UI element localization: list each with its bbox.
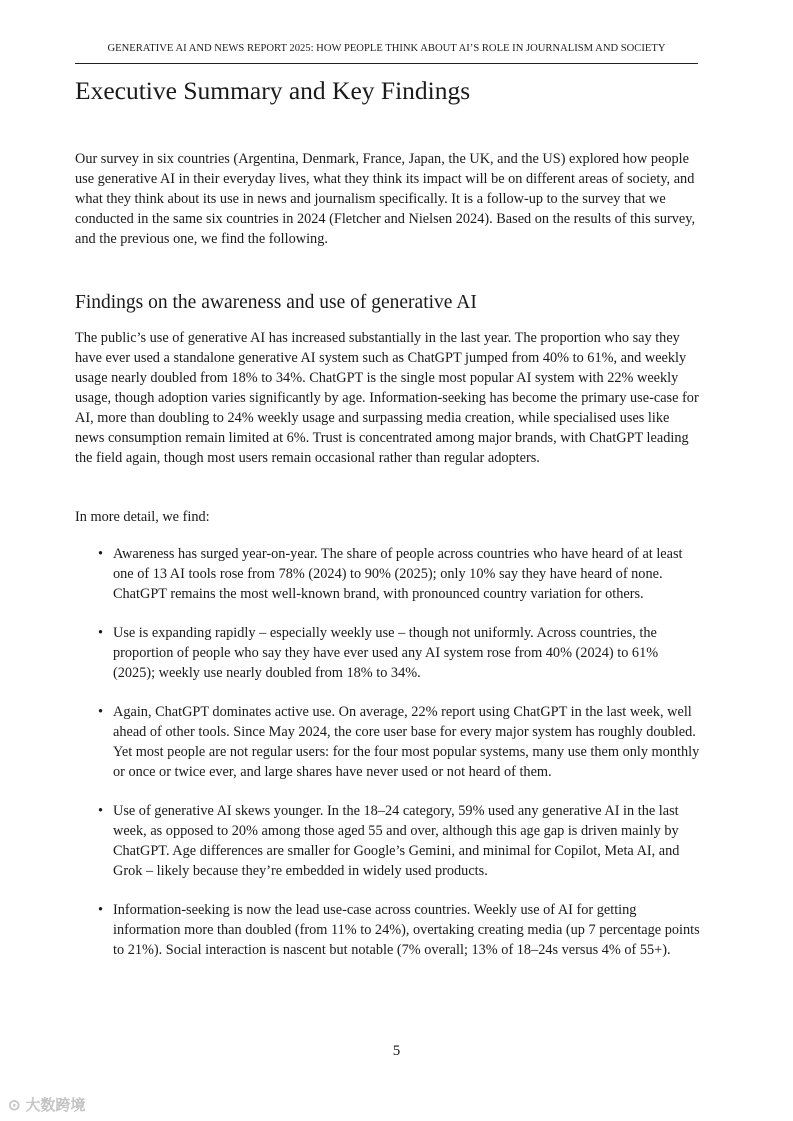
page-number: 5 [392,1043,401,1059]
page-title: Executive Summary and Key Findings [75,76,471,105]
list-item-text: Again, ChatGPT dominates active use. On average, 22% report using ChatGPT in the last week, well ahead of other tools. Since May 2024, the core user base for every major system has roughly doubled. Yet most people are not regular users: for the four most popular systems, many use them only monthly or once or twice ever, and large shares have never used or not heard of them. [113,704,700,780]
bullet-icon: • [98,625,104,641]
findings-list [75,544,701,979]
running-header: GENERATIVE AI AND NEWS REPORT 2025: HOW PEOPLE THINK ABOUT AI’S ROLE IN JOURNALISM AND SOCIETY [107,43,666,54]
list-item-text: Use of generative AI skews younger. In the 18–24 category, 59% used any generative AI in the last week, as opposed to 20% among those aged 55 and over, although this age gap is driven mainly by ChatGPT. Age differences are smaller for Google’s Gemini, and minimal for Copilot, Meta AI, and Grok – likely because they’re embedded in widely used products. [113,803,680,879]
section-heading: Findings on the awareness and use of generative AI [75,292,477,313]
watermark-text: 大数跨境 [25,1096,86,1114]
list-item-text: Awareness has surged year-on-year. The share of people across countries who have heard of at least one of 13 AI tools rose from 78% (2024) to 90% (2025); only 10% say they have heard of none. ChatGPT remains the most well-known brand, with pronounced country variation for others. [113,546,683,602]
bullet-icon: • [98,704,104,720]
watermark-logo: ⊙ 大数跨境 [8,1096,86,1114]
list-item [75,544,701,604]
list-item [75,623,701,683]
header-divider [75,63,698,64]
bullet-icon: • [98,902,104,918]
list-item-text: Use is expanding rapidly – especially weekly use – though not uniformly. Across countries, the proportion of people who say they have ever used any AI system rose from 40% (2024) to 61% (2025); weekly use nearly doubled from 18% to 34%. [113,625,659,681]
intro-paragraph: Our survey in six countries (Argentina, Denmark, France, Japan, the UK, and the US) explored how people use generative AI in their everyday lives, what they think its impact will be on different areas of society, and what they think about its use in news and journalism specifically. It is a follow-up to the survey that we conducted in the same six countries in 2024 (Fletcher and Nielsen 2024). Based on the results of this survey, and the previous one, we find the following. [75,151,696,247]
list-item [75,801,701,881]
bullet-icon: • [98,803,104,819]
list-item-text: Information-seeking is now the lead use-case across countries. Weekly use of AI for getting information more than doubled (from 11% to 24%), overtaking creating media (up 7 percentage points to 21%). Social interaction is nascent but notable (7% overall; 13% of 18–24s versus 4% of 55+). [113,902,700,958]
summary-paragraph: The public’s use of generative AI has increased substantially in the last year. The proportion who say they have ever used a standalone generative AI system such as ChatGPT jumped from 40% to 61%, and weekly usage nearly doubled from 18% to 34%. ChatGPT is the single most popular AI system with 22% weekly usage, though adoption varies significantly by age. Information-seeking has become the primary use-case for AI, more than doubling to 24% weekly usage and surpassing media creation, while specialised uses like news consumption remain limited at 6%. Trust is concentrated among major brands, with ChatGPT leading the field again, though most users remain occasional rather than regular adopters. [75,330,699,466]
list-item [75,900,701,960]
list-item [75,702,701,782]
lead-in-text: In more detail, we find: [75,509,210,525]
bullet-icon: • [98,546,104,562]
